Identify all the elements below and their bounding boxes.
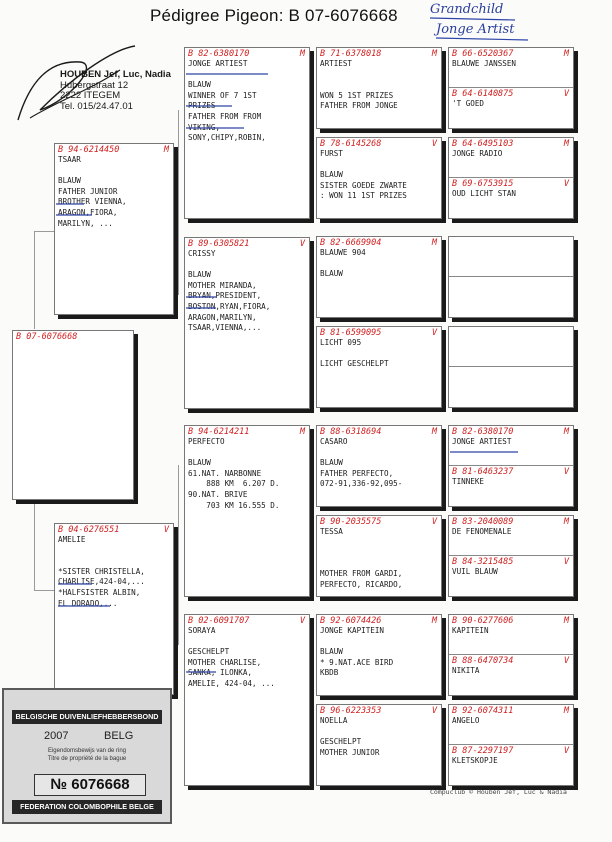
ring-number: B 82-6380170 M [188, 49, 305, 59]
pigeon-description: AMELIE *SISTER CHRISTELLA, CHARLISE,424-04,... *HALFSISTER ALBIN, EL DORADO,... [58, 535, 145, 608]
owner-tel: Tel. 015/24.47.01 [60, 100, 133, 112]
pigeon-pair-box-empty [448, 326, 574, 408]
card-ring-number: № 6076668 [34, 774, 146, 796]
pigeon-description: FURST BLAUW SISTER GOEDE ZWARTE : WON 11 1ST PRIZES [320, 149, 407, 201]
ring-ownership-card [2, 688, 172, 824]
ring-number: B 83-2040089 M [452, 517, 569, 527]
connector-line [34, 590, 54, 591]
pigeon-box-sds [316, 236, 442, 318]
pigeon-box-sire-sire [184, 47, 310, 219]
pigeon-description: PERFECTO BLAUW 61.NAT. NARBONNE 888 KM 6.207 D. 90.NAT. BRIVE 703 KM 16.555 D. [188, 437, 280, 510]
ring-number: B 07-6076668 [16, 332, 78, 342]
pigeon-box-dam-dam [184, 614, 310, 786]
pigeon-description: DE FENOMENALE [452, 527, 512, 536]
ring-number: B 69-6753915 V [452, 179, 569, 189]
pigeon-description: JONGE ARTIEST [452, 437, 512, 446]
pigeon-description: TINNEKE [452, 477, 485, 486]
ring-number: B 89-6305821 V [188, 239, 305, 249]
ring-number: B 90-2035575 V [320, 517, 437, 527]
pigeon-description: BLAUWE 904 BLAUW [320, 248, 366, 279]
ring-number: B 64-6495103 M [452, 139, 569, 149]
ring-number: B 94-6214211 M [188, 427, 305, 437]
ring-number: B 02-6091707 V [188, 616, 305, 626]
ring-number: B 64-6140875 V [452, 89, 569, 99]
pigeon-description: JONGE RADIO [452, 149, 503, 158]
pigeon-box-dds [316, 614, 442, 696]
card-caption-fr: Titre de propriété de la bague [47, 756, 127, 762]
ring-number: B 84-3215485 V [452, 557, 569, 567]
pigeon-description: NOELLA GESCHELPT MOTHER JUNIOR [320, 716, 380, 757]
pigeon-description: JONGE ARTIEST BLAUW WINNER OF 7 1ST PRIZES FATHER FROM FROM VIKING, SONY,CHIPY,ROBIN, [188, 59, 266, 143]
pigeon-box-sss [316, 47, 442, 129]
pigeon-box-dam-sire [184, 425, 310, 597]
pigeon-description: LICHT 095 LICHT GESCHELPT [320, 338, 389, 369]
pigeon-box-dsd [316, 515, 442, 597]
pigeon-box-sire [54, 143, 174, 315]
handwritten-note-line2: Jonge Artist [436, 22, 515, 37]
ring-number: B 92-6074426 M [320, 616, 437, 626]
ring-number: B 82-6380170 M [452, 427, 569, 437]
ring-number: B 88-6470734 V [452, 656, 569, 666]
pair-divider [449, 276, 573, 277]
pigeon-description: SORAYA GESCHELPT MOTHER CHARLISE, SANKA, ILONKA, AMELIE, 424-04, ... [188, 626, 275, 688]
pigeon-pair-box [448, 137, 574, 219]
connector-line [34, 500, 35, 590]
pigeon-box-dss [316, 425, 442, 507]
pigeon-description: 'T GOED [452, 99, 485, 108]
pigeon-description: KAPITEIN [452, 626, 489, 635]
page-title: Pédigree Pigeon: B 07-6076668 [150, 6, 398, 25]
pigeon-box-ddd [316, 704, 442, 786]
pigeon-description: OUD LICHT STAN [452, 189, 517, 198]
ring-number: B 88-6318694 M [320, 427, 437, 437]
connector-line [178, 110, 179, 295]
ring-number: B 81-6463237 V [452, 467, 569, 477]
pigeon-pair-box [448, 515, 574, 597]
ring-number: B 04-6276551 V [58, 525, 169, 535]
card-band-top: BELGISCHE DUIVENLIEFHEBBERSBOND [12, 710, 162, 724]
footer-copyright: Compuclub © Houben Jef, Luc & Nadia [430, 788, 567, 796]
pigeon-description: NIKITA [452, 666, 480, 675]
pigeon-description: KLETSKOPJE [452, 756, 498, 765]
ring-number: B 78-6145268 V [320, 139, 437, 149]
pigeon-description: TESSA MOTHER FROM GARDI, PERFECTO, RICARDO, [320, 527, 403, 589]
pigeon-description: ARTIEST WON 5 1ST PRIZES FATHER FROM JONGE [320, 59, 398, 111]
pigeon-pair-box [448, 704, 574, 786]
pigeon-description: VUIL BLAUW [452, 567, 498, 576]
ring-number: B 82-6669904 M [320, 238, 437, 248]
ring-number: B 71-6378018 M [320, 49, 437, 59]
owner-city: 2222 ITEGEM [60, 90, 121, 101]
ring-number: B 92-6074311 M [452, 706, 569, 716]
card-caption-nl: Eigendomsbewijs van de ring [47, 748, 127, 754]
pigeon-box-subject [12, 330, 134, 500]
owner-address [60, 70, 171, 112]
pigeon-pair-box [448, 47, 574, 129]
pigeon-box-sire-dam [184, 237, 310, 409]
pigeon-box-sdd [316, 326, 442, 408]
pigeon-pair-box [448, 425, 574, 507]
pigeon-description: CASARO BLAUW FATHER PERFECTO, 072-91,336-92,095- [320, 437, 403, 489]
owner-name: HOUBEN Jef, Luc, Nadia [60, 69, 171, 80]
connector-line [34, 231, 35, 329]
pigeon-description: BLAUWE JANSSEN [452, 59, 517, 68]
pair-divider [449, 366, 573, 367]
pigeon-box-dam [54, 523, 174, 695]
connector-line [178, 465, 179, 645]
ring-number: B 96-6223353 V [320, 706, 437, 716]
pigeon-description: ANGELO [452, 716, 480, 725]
owner-street: Hubergstraat 12 [60, 79, 129, 91]
ring-number: B 94-6214450 M [58, 145, 169, 155]
ring-number: B 66-6520367 M [452, 49, 569, 59]
handwritten-note-line1: Grandchild [430, 2, 504, 17]
ring-number: B 87-2297197 V [452, 746, 569, 756]
connector-line [34, 231, 54, 232]
card-band-bottom: FEDERATION COLOMBOPHILE BELGE [12, 800, 162, 814]
pigeon-pair-box-empty [448, 236, 574, 318]
card-year: 2007 [44, 730, 69, 742]
pigeon-description: CRISSY BLAUW MOTHER MIRANDA, BRYAN,PRESIDENT, BOSTON,RYAN,FIORA, ARAGON,MARILYN, TSAAR,VIENNA,... [188, 249, 271, 333]
pigeon-pair-box [448, 614, 574, 696]
ring-number: B 81-6599095 V [320, 328, 437, 338]
ring-number: B 90-6277606 M [452, 616, 569, 626]
pigeon-description: JONGE KAPITEIN BLAUW * 9.NAT.ACE BIRD KBDB [320, 626, 394, 678]
card-country: BELG [104, 730, 134, 742]
pigeon-box-ssd [316, 137, 442, 219]
pigeon-description: TSAAR BLAUW FATHER JUNIOR BROTHER VIENNA, ARAGON,FIORA, MARILYN, ... [58, 155, 127, 228]
